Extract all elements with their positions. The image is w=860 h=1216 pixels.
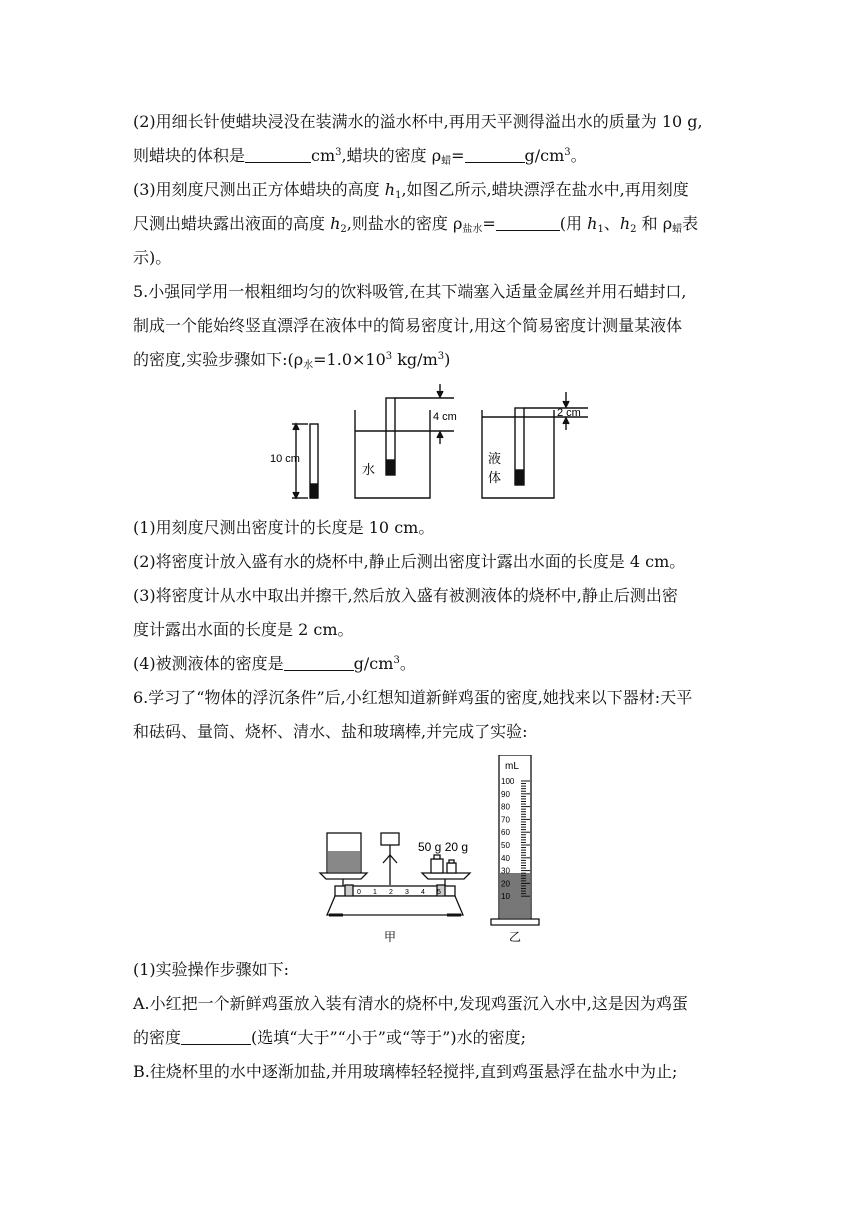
text: 2 xyxy=(340,224,347,235)
figure-label-b: 乙 xyxy=(508,930,522,944)
text: h xyxy=(619,214,631,233)
text: 3 xyxy=(393,655,400,666)
answer-blank-volume[interactable] xyxy=(245,146,311,163)
text: 。 xyxy=(570,146,587,165)
hydrometer-weight xyxy=(311,484,317,498)
liquid-label-top: 液 xyxy=(488,451,502,466)
q5-step3-line1: (3)将密度计从水中取出并擦干,然后放入盛有被测液体的烧杯中,静止后测出密 xyxy=(133,586,678,605)
text: 则蜡块的体积是 xyxy=(133,146,246,165)
q5-intro-line2: 制成一个能始终竖直漂浮在液体中的简易密度计,用这个简易密度计测量某液体 xyxy=(133,316,683,335)
text: 的密度 xyxy=(133,1028,182,1047)
q6-stepA-line2 xyxy=(133,1028,526,1048)
figure-label-a: 甲 xyxy=(383,930,397,944)
hydrometer-figure xyxy=(270,380,600,505)
answer-blank-wax-density[interactable] xyxy=(465,146,525,163)
text: ,则盐水的密度 ρ xyxy=(346,214,463,233)
rider-scale-label: 0 xyxy=(357,889,361,896)
q5-intro-line1: 5.小强同学用一根粗细均匀的饮料吸管,在其下端塞入适量金属丝并用石蜡封口, xyxy=(133,282,687,301)
text: ) xyxy=(444,350,451,369)
text: 水 xyxy=(303,360,314,371)
text: 3 xyxy=(335,147,342,158)
cylinder-tick-label: 70 xyxy=(501,815,510,825)
length-label: 10 cm xyxy=(270,453,300,465)
text: 尺测出蜡块露出液面的高度 xyxy=(133,214,326,233)
text: 1 xyxy=(395,190,402,201)
cylinder-tick-label: 100 xyxy=(501,777,515,786)
q5-step3-line2: 度计露出水面的长度是 2 cm。 xyxy=(133,620,354,639)
rider-scale-label: 5 xyxy=(437,889,441,896)
cylinder-tick-label: 20 xyxy=(501,879,510,889)
text: kg/m xyxy=(397,350,438,369)
cylinder-tick-label: 80 xyxy=(501,802,510,812)
q6-intro-line2: 和砝码、量筒、烧杯、清水、盐和玻璃棒,并完成了实验: xyxy=(133,722,528,741)
text: ,蜡块的密度 ρ xyxy=(341,146,442,165)
text: h xyxy=(384,180,396,199)
q6-stepB: B.往烧杯里的水中逐渐加盐,并用玻璃棒轻轻搅拌,直到鸡蛋悬浮在盐水中为止; xyxy=(133,1062,678,1081)
cylinder-tick-label: 60 xyxy=(501,828,510,838)
text: g/cm xyxy=(524,146,565,165)
q4-part3-line3: 示)。 xyxy=(133,248,172,267)
text: 3 xyxy=(437,351,445,362)
text: 3 xyxy=(564,147,571,158)
q6-step1-heading: (1)实验操作步骤如下: xyxy=(133,960,290,979)
text: 1 xyxy=(597,224,604,235)
text: cm xyxy=(311,146,336,165)
cylinder-tick-label: 40 xyxy=(501,853,510,863)
q5-step2: (2)将密度计放入盛有水的烧杯中,静止后测出密度计露出水面的长度是 4 cm。 xyxy=(133,552,686,571)
text: =1.0×10 xyxy=(313,350,386,369)
water-beaker xyxy=(355,410,430,498)
rider-scale-label: 1 xyxy=(373,889,377,896)
text: (3)用刻度尺测出正方体蜡块的高度 xyxy=(133,180,380,199)
answer-blank-compare[interactable] xyxy=(181,1028,251,1045)
text: = xyxy=(451,146,465,165)
text: (选填“大于”“小于”或“等于”)水的密度; xyxy=(251,1028,526,1047)
text: (4)被测液体的密度是 xyxy=(133,654,284,673)
text: 、 xyxy=(603,214,620,233)
water-exposed-label: 4 cm xyxy=(433,411,457,423)
text: 2 xyxy=(630,224,637,235)
cylinder-tick-label: 50 xyxy=(501,841,510,850)
text: 。 xyxy=(399,654,416,673)
q4-part2-line1: (2)用细长针使蜡块浸没在装满水的溢水杯中,再用天平测得溢出水的质量为 10 g, xyxy=(133,112,703,131)
q4-part3-line2 xyxy=(133,214,698,234)
liquid-label-bottom: 体 xyxy=(488,470,502,485)
answer-blank-liquid-density[interactable] xyxy=(284,654,354,671)
text: 蜡 xyxy=(672,224,683,235)
water-label: 水 xyxy=(362,462,376,477)
text: (用 xyxy=(559,214,583,233)
rider-scale-label: 2 xyxy=(389,889,393,896)
rider-scale-label: 3 xyxy=(405,889,409,896)
text: 和 ρ xyxy=(641,214,673,233)
balance-cylinder-figure xyxy=(315,755,555,945)
cylinder-unit: mL xyxy=(505,761,519,772)
cylinder-tick-label: 30 xyxy=(501,866,510,876)
q4-part2-line2 xyxy=(133,146,587,166)
rider-scale-label: 4 xyxy=(421,889,425,896)
weights-label: 50 g 20 g xyxy=(418,840,469,854)
text: h xyxy=(587,214,598,233)
q5-step1: (1)用刻度尺测出密度计的长度是 10 cm。 xyxy=(133,518,435,537)
text: ,如图乙所示,蜡块漂浮在盐水中,再用刻度 xyxy=(401,180,689,199)
text: h xyxy=(330,214,341,233)
q6-intro-line1: 6.学习了“物体的浮沉条件”后,小红想知道新鲜鸡蛋的密度,她找来以下器材:天平 xyxy=(133,688,693,707)
text: 3 xyxy=(385,351,393,362)
liquid-exposed-label: 2 cm xyxy=(557,407,581,419)
text: g/cm xyxy=(353,654,394,673)
cylinder-tick-label: 90 xyxy=(501,789,510,799)
q5-step4 xyxy=(133,654,416,674)
q4-part3-line1 xyxy=(133,180,689,200)
cylinder-tick-label: 10 xyxy=(501,892,510,902)
text: = xyxy=(482,214,496,233)
q6-stepA-line1: A.小红把一个新鲜鸡蛋放入装有清水的烧杯中,发现鸡蛋沉入水中,这是因为鸡蛋 xyxy=(133,994,688,1013)
text: 盐水 xyxy=(462,224,483,235)
text: 的密度,实验步骤如下:(ρ xyxy=(133,350,304,369)
q5-intro-line3 xyxy=(133,350,450,370)
answer-blank-salt-water-density[interactable] xyxy=(496,214,560,231)
text: 表 xyxy=(682,214,699,233)
text: 蜡 xyxy=(441,156,452,167)
